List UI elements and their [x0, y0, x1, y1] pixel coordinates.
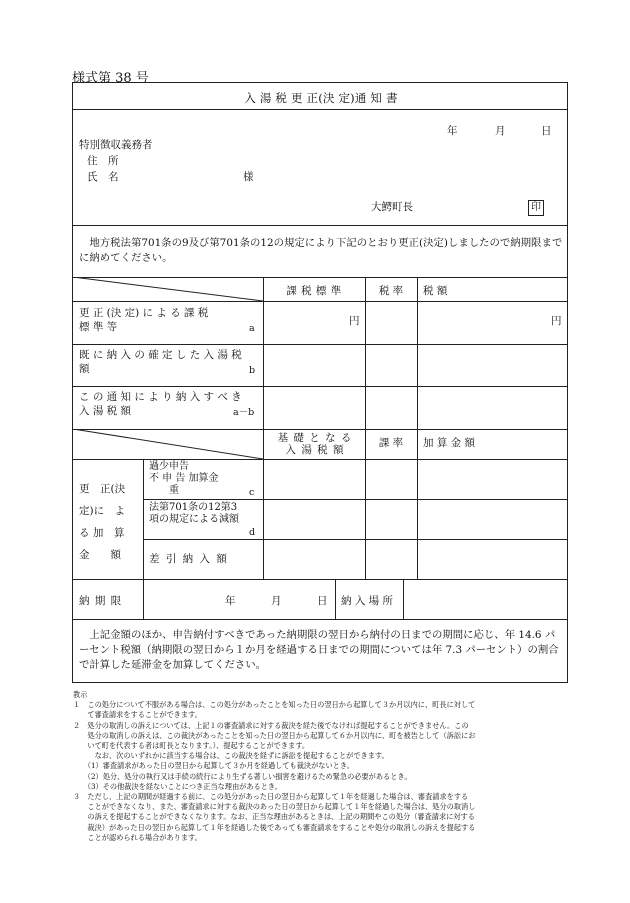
- instructions-heading: 教示: [73, 690, 88, 699]
- divider: [403, 579, 404, 619]
- row-b-label-line2: 額: [79, 363, 90, 375]
- form-number: 様式第 38 号: [72, 71, 149, 86]
- divider: [73, 344, 567, 345]
- note-line: ２ 処分の取消しの訴えについては、上記１の審査請求に対する裁決を経た後でなければ提起することができません。この: [73, 720, 469, 730]
- unit-yen: 円: [349, 315, 360, 327]
- divider: [143, 579, 144, 619]
- note-line: いて町を代表する者は町長となります。）、提起することができます。: [73, 741, 310, 751]
- divider: [73, 301, 567, 302]
- notice-form: [72, 82, 568, 683]
- row-ab-suffix: a－b: [233, 407, 255, 418]
- note-line: １ この処分について不服がある場合は、この処分があったことを知った日の翌日から起算して３か月以内に、町長に対して: [73, 700, 476, 710]
- note-line: 処分の取消しの訴えは、この裁決があったことを知った日の翌日から起算して６か月以内に、町を被告として（訴訟にお: [73, 730, 476, 740]
- header-added-amount: 加 算 金 額: [423, 437, 476, 449]
- row-d-line2: 項の規定による減額: [149, 514, 239, 525]
- note-line: ３ ただし、上記の期間が経過する前に、この処分があった日の翌日から起算して１年を経過した場合は、審査請求をする: [73, 792, 469, 802]
- date-year: 年: [447, 125, 458, 137]
- due-day: 日: [317, 595, 328, 607]
- honorific: 様: [243, 171, 254, 183]
- divider: [73, 619, 567, 620]
- row-a-label-line2: 標 準 等: [79, 321, 118, 333]
- row-b-suffix: b: [249, 365, 256, 376]
- diagonal-line: [73, 277, 263, 301]
- due-month: 月: [271, 595, 282, 607]
- group-label-line1: 更 正(決: [79, 483, 126, 495]
- date-day: 日: [541, 125, 552, 137]
- divider: [143, 539, 567, 540]
- note-line: （3）その他裁決を経ないことにつき正当な理由があるとき。: [73, 781, 282, 791]
- divider: [335, 579, 336, 619]
- net-payment-label: 差 引 納 入 額: [149, 553, 229, 565]
- row-c-line3: 重: [169, 485, 179, 496]
- group-label-line3: る 加 算: [79, 527, 125, 539]
- divider: [73, 225, 567, 226]
- header-rate: 課 率: [378, 437, 404, 449]
- header-tax-amount: 税 額: [423, 285, 448, 297]
- divider: [73, 386, 567, 387]
- row-c-line2: 不 申 告 加算金: [149, 473, 219, 484]
- divider: [143, 459, 144, 579]
- instructions: [73, 690, 567, 843]
- divider: [73, 459, 567, 460]
- header-tax-base: 課 税 標 準: [286, 285, 342, 297]
- row-d-line1: 法第701条の12第3: [149, 502, 238, 513]
- row-ab-label-line1: こ の 通 知 に よ り 納 入 す べ き: [79, 391, 242, 403]
- divider: [365, 429, 366, 579]
- date-month: 月: [495, 125, 506, 137]
- divider: [143, 499, 567, 500]
- note-line: て審査請求をすることができます。: [73, 710, 202, 720]
- row-a-label-line1: 更 正 (決 定) に よ る 課 税: [79, 307, 209, 319]
- name-label: 氏 名: [87, 171, 119, 183]
- due-year: 年: [225, 595, 236, 607]
- row-c-suffix: c: [249, 487, 255, 498]
- diagonal-line: [73, 429, 263, 459]
- divider: [73, 579, 567, 580]
- issuer-name: 大鰐町長: [371, 201, 413, 213]
- seal-mark: 印: [528, 200, 544, 216]
- row-ab-label-line2: 入 湯 税 額: [79, 405, 132, 417]
- group-label-line2: 定)に よ: [79, 505, 126, 517]
- row-b-label-line1: 既 に 納 入 の 確 定 し た 入 湯 税: [79, 349, 242, 361]
- due-date-label: 納 期 限: [79, 595, 123, 607]
- divider: [263, 429, 264, 579]
- recipient-role: 特別徴収義務者: [79, 139, 153, 151]
- row-d-suffix: d: [249, 527, 256, 538]
- note-line: （1）審査請求があった日の翌日から起算して３か月を経過しても裁決がないとき。: [73, 761, 354, 771]
- address-label: 住 所: [87, 155, 119, 167]
- row-a-suffix: a: [249, 323, 255, 334]
- note-line: の訴えを提起することができなくなります。なお、正当な理由があるときは、上記の期間やこの処分（審査請求に対する: [73, 812, 475, 822]
- group-label-line4: 金 額: [79, 549, 121, 561]
- note-line: ことができなくなり、また、審査請求に対する裁決のあった日の翌日から起算して１年を経過した場合は、処分の取消し: [73, 802, 476, 812]
- note-line: （2）処分、処分の執行又は手続の続行により生ずる著しい損害を避けるため緊急の必要があるとき。: [73, 771, 412, 781]
- unit-yen: 円: [551, 315, 562, 327]
- divider: [73, 109, 567, 110]
- late-fee-text: 上記金額のほか、申告納付すべきであった納期限の翌日から納付の日までの期間に応じ、年 14.6 パーセント税額（納期限の翌日から１か月を経過する日までの期間については年 7.3 パーセント）の割合で計算した延滞金を加算してください。: [79, 629, 559, 671]
- header-tax-rate: 税 率: [378, 285, 404, 297]
- row-c-line1: 過少申告: [149, 461, 189, 472]
- note-line: ことが認められる場合があります。: [73, 832, 202, 842]
- header-base-line1: 基 礎 と な る: [277, 432, 353, 444]
- divider: [417, 429, 418, 579]
- payment-place-label: 納 入 場 所: [341, 595, 394, 607]
- note-line: なお、次のいずれかに該当する場合は、この裁決を経ずに訴訟を提起することができます。: [73, 751, 389, 761]
- form-title: 入 湯 税 更 正(決 定)通 知 書: [244, 91, 398, 105]
- intro-text: 地方税法第701条の9及び第701条の12の規定により下記のとおり更正(決定)しましたので納期限までに納めてください。: [79, 237, 563, 264]
- note-line: 裁決）があった日の翌日から起算して１年を経過した後であっても審査請求をすることや処分の取消しの訴えを提起する: [73, 822, 476, 832]
- header-base-line2: 入 湯 税 額: [285, 444, 345, 456]
